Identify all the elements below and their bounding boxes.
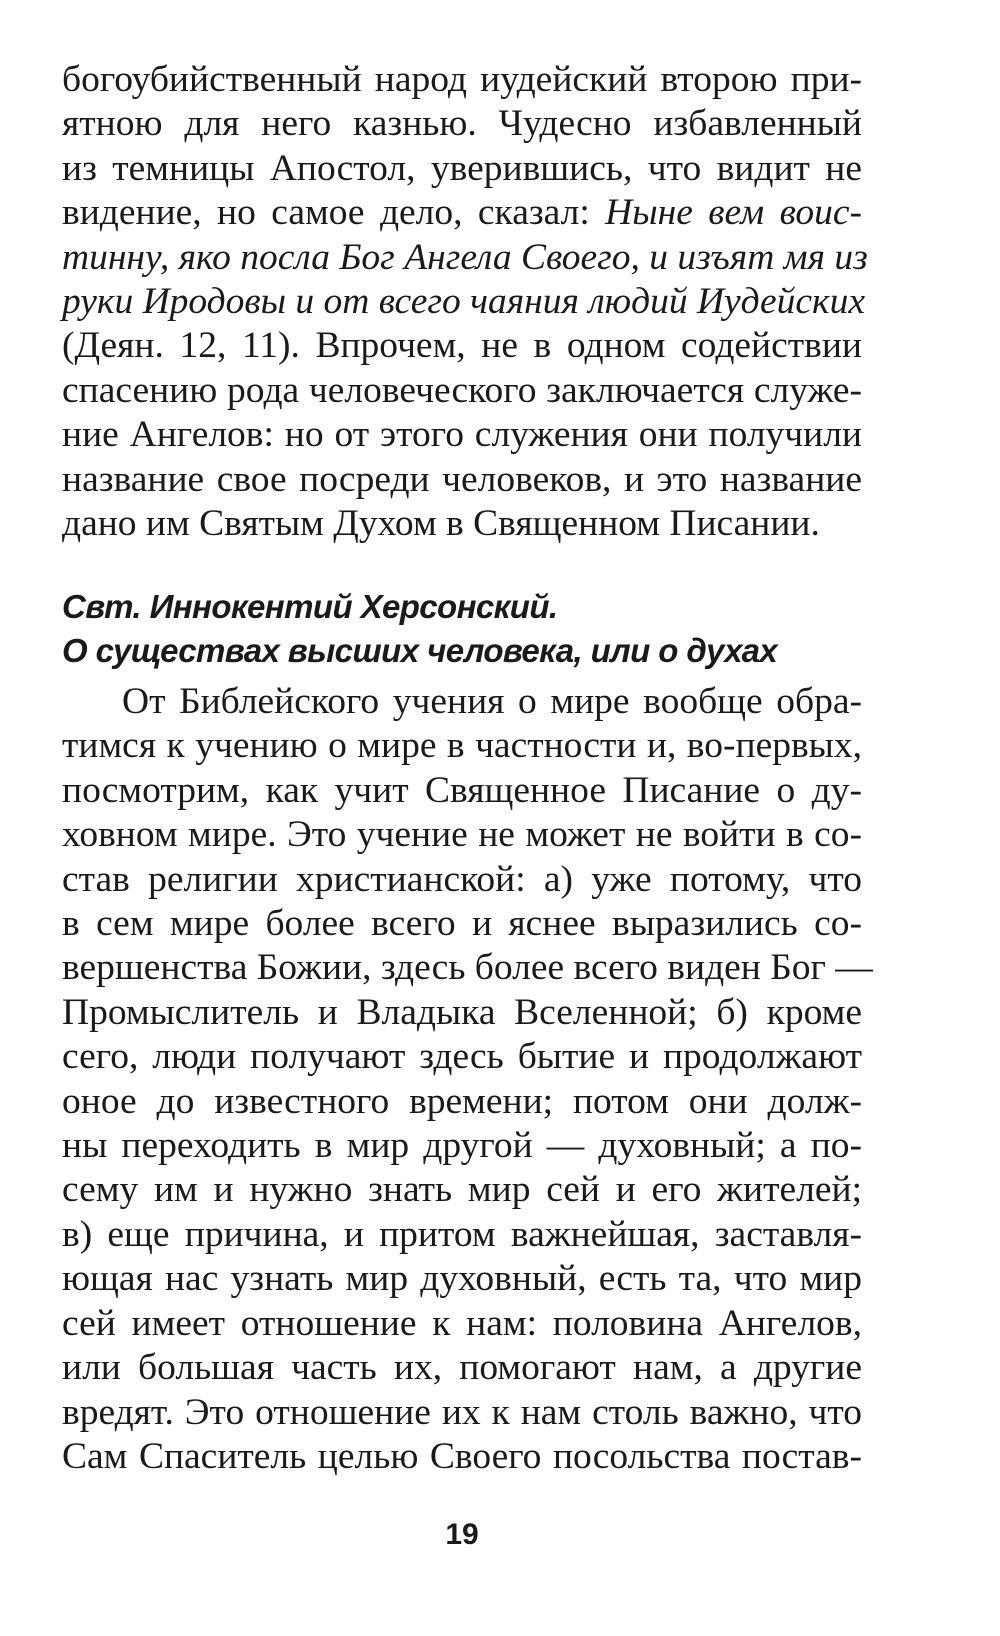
text-line: или большая часть их, помогают нам, а другие xyxy=(62,1347,862,1389)
text-line: сей имеет отношение к нам: половина Ангелов, xyxy=(62,1302,862,1344)
text-line: От Библейского учения о мире вообще обра- xyxy=(122,681,862,722)
text-run: дано им Святым Духом в Священном Писании. xyxy=(62,503,820,545)
text-line: сего, люди получают здесь бытие и продолжают xyxy=(62,1036,862,1078)
text-line: ны переходить в мир другой — духовный; а по- xyxy=(62,1125,862,1167)
text-line xyxy=(62,191,862,235)
paragraph-2 xyxy=(62,680,873,1479)
text-line: ющая нас узнать мир духовный, есть та, что мир xyxy=(62,1258,862,1300)
text-run: ятною для него казнью. Чудесно избавленный xyxy=(62,103,862,145)
text-line: в) еще причина, и притом важнейшая, заставля- xyxy=(62,1213,862,1255)
text-line: сему им и нужно знать мир сей и его жителей; xyxy=(62,1169,862,1211)
text-line: тимся к учению о мире в частности и, во-первых, xyxy=(62,725,862,767)
heading-author: Свт. Иннокентий Херсонский. xyxy=(62,588,558,625)
text-line xyxy=(62,369,862,413)
text-line: став религии христианской: а) уже потому, что xyxy=(62,858,862,900)
text-line: Промыслитель и Владыка Вселенной; б) кроме xyxy=(62,991,862,1033)
text-line: оное до известного времени; потом они долж- xyxy=(62,1080,862,1122)
text-run: (Деян. 12, 11). Впрочем, не в одном содействии xyxy=(62,325,862,367)
text-line xyxy=(62,458,862,502)
text-line: посмотрим, как учит Священное Писание о ду- xyxy=(62,769,862,811)
text-line: вершенства Божии, здесь более всего виден Бог — xyxy=(62,947,873,989)
text-line: вредят. Это отношение их к нам столь важно, что xyxy=(62,1391,862,1433)
text-run: спасению рода человеческого заключается служе- xyxy=(62,369,862,411)
text-run: богоубийственный народ иудейский второю при- xyxy=(62,59,862,100)
text-line xyxy=(62,147,862,191)
text-line xyxy=(62,324,862,368)
text-run: название свое посреди человеков, и это название xyxy=(62,458,862,500)
text-line xyxy=(62,236,868,280)
section-heading xyxy=(62,585,862,673)
heading-title: О существах высших человека, или о духах xyxy=(62,632,778,669)
paragraph-continued xyxy=(62,58,868,546)
italic-quote-run: тинну, яко посла Бог Ангела Своего, и изъят мя из xyxy=(62,236,868,278)
text-line xyxy=(62,280,865,324)
text-line xyxy=(62,413,862,457)
text-line xyxy=(62,58,862,102)
text-line xyxy=(62,102,862,146)
italic-quote-run: Ныне вем воис- xyxy=(605,192,862,234)
text-line: ховном мире. Это учение не может не войти в со- xyxy=(62,814,862,856)
text-line: в сем мире более всего и яснее выразились со- xyxy=(62,903,862,945)
page-number: 19 xyxy=(445,1518,479,1551)
text-run: из темницы Апостол, уверившись, что видит не xyxy=(62,147,862,189)
paragraph-1 xyxy=(62,58,868,546)
text-run: видение, но самое дело, сказал: xyxy=(62,192,606,234)
text-run: ние Ангелов: но от этого служения они получили xyxy=(62,414,862,456)
paragraph-section xyxy=(62,680,873,1479)
italic-quote-run: руки Иродовы и от всего чаяния людий Иудейских xyxy=(62,281,865,323)
text-line xyxy=(62,502,862,546)
text-line: Сам Спаситель целью Своего посольства постав- xyxy=(62,1435,862,1477)
